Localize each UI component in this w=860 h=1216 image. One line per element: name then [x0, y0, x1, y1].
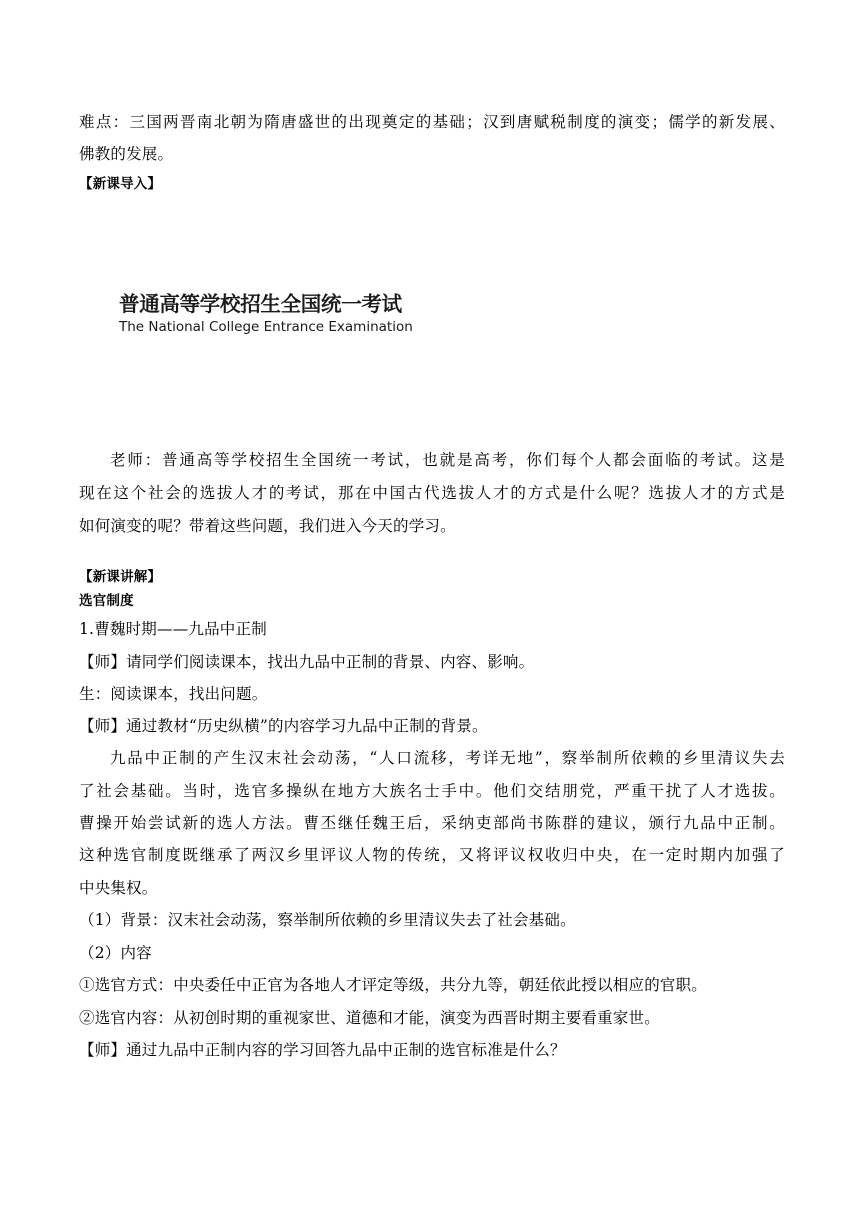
section-title: 选官制度	[79, 593, 134, 609]
banner-title-en: The National College Entrance Examination	[119, 319, 413, 335]
content-item-2: ②选官内容：从初创时期的重视家世、道德和才能，演变为西晋时期主要看重家世。	[79, 1009, 660, 1027]
teacher-question-3: 【师】通过九品中正制内容的学习回答九品中正制的选官标准是什么？	[79, 1041, 566, 1059]
paragraph-line-5: 中央集权。	[79, 879, 158, 897]
paragraph-line-2: 了社会基础。当时，选官多操纵在地方大族名士手中。他们交结朋党，严重干扰了人才选拔。	[79, 782, 785, 800]
teacher-question-1: 【师】请同学们阅读课本，找出九品中正制的背景、内容、影响。	[79, 653, 535, 671]
subsection-title: 1.曹魏时期——九品中正制	[79, 620, 267, 638]
content-item-1: ①选官方式：中央委任中正官为各地人才评定等级，共分九等，朝廷依此授以相应的官职。	[79, 976, 708, 994]
paragraph-line-3: 曹操开始尝试新的选人方法。曹丕继任魏王后，采纳吏部尚书陈群的建议，颁行九品中正制。	[79, 814, 785, 832]
teacher-intro-line-3: 如何演变的呢？带着这些问题，我们进入今天的学习。	[79, 517, 456, 535]
lecture-heading: 【新课讲解】	[79, 569, 162, 585]
paragraph-line-1: 九品中正制的产生汉末社会动荡，“人口流移，考详无地”，察举制所依赖的乡里清议失去	[110, 749, 785, 767]
difficulty-line-1: 难点：三国两晋南北朝为隋唐盛世的出现奠定的基础；汉到唐赋税制度的演变；儒学的新发展、	[79, 113, 785, 131]
difficulty-line-2: 佛教的发展。	[79, 145, 174, 163]
exam-banner-image	[119, 290, 439, 336]
student-answer-1: 生：阅读课本，找出问题。	[79, 685, 268, 703]
paragraph-line-4: 这种选官制度既继承了两汉乡里评议人物的传统，又将评议权收归中央，在一定时期内加强了	[79, 846, 785, 864]
teacher-intro-line-1: 老师：普通高等学校招生全国统一考试，也就是高考，你们每个人都会面临的考试。这是	[110, 451, 785, 469]
banner-title-cn: 普通高等学校招生全国统一考试	[119, 292, 402, 316]
content-heading: （2）内容	[79, 944, 152, 962]
intro-heading: 【新课导入】	[79, 176, 162, 192]
background-item: （1）背景：汉末社会动荡，察举制所依赖的乡里清议失去了社会基础。	[79, 911, 576, 929]
teacher-question-2: 【师】通过教材“历史纵横”的内容学习九品中正制的背景。	[79, 717, 488, 735]
teacher-intro-line-2: 现在这个社会的选拔人才的考试，那在中国古代选拔人才的方式是什么呢？选拔人才的方式是	[79, 484, 785, 502]
